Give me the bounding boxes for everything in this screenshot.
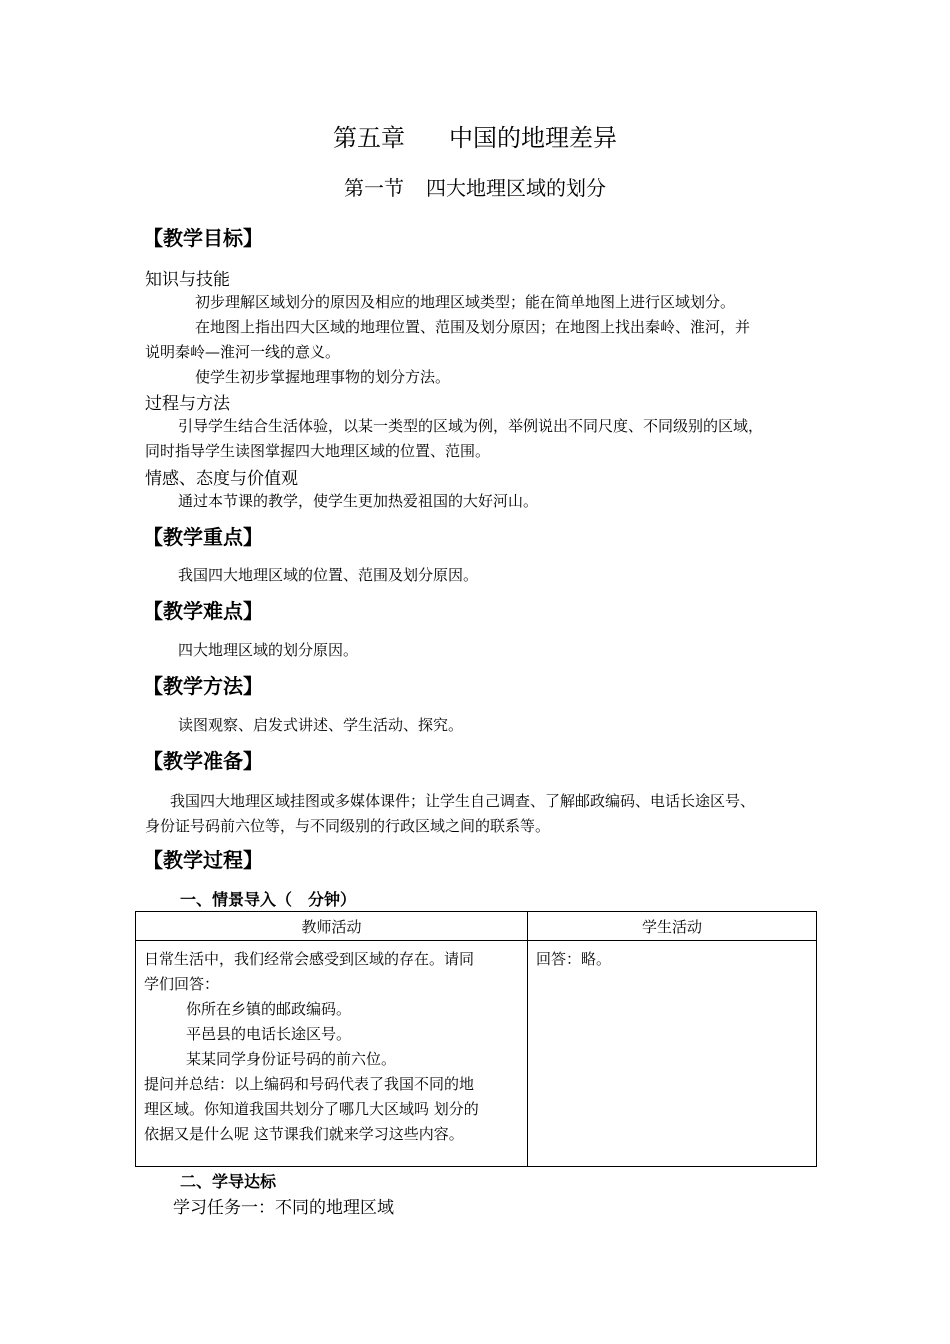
- student-column-header: 学生活动: [528, 912, 817, 941]
- process-line-1b: 同时指导学生读图掌握四大地理区域的位置、范围。: [145, 442, 491, 460]
- table-row: [136, 941, 817, 1167]
- table-header-row: [136, 912, 817, 941]
- student-activity-text: 回答：略。: [536, 950, 612, 968]
- section-title: [0, 172, 950, 201]
- process-line-1a: 引导学生结合生活体验，以某一类型的区域为例，举例说出不同尺度、不同级别的区域，: [178, 417, 764, 435]
- knowledge-line-2b: 说明秦岭—淮河一线的意义。: [145, 343, 341, 361]
- teacher-line-3: 你所在乡镇的邮政编码。: [186, 1000, 352, 1018]
- chapter-name: 中国的地理差异: [449, 124, 617, 152]
- activity-table: [135, 911, 817, 1167]
- chapter-number: 第五章: [333, 124, 405, 152]
- difficulty-heading: 【教学难点】: [143, 599, 263, 623]
- prep-text-b: 身份证号码前六位等，与不同级别的行政区域之间的联系等。: [145, 817, 551, 835]
- knowledge-line-2a: 在地图上指出四大区域的地理位置、范围及划分原因；在地图上找出秦岭、淮河，并: [195, 318, 751, 336]
- knowledge-line-1: 初步理解区域划分的原因及相应的地理区域类型；能在简单地图上进行区域划分。: [195, 293, 736, 311]
- student-activity-cell: [528, 941, 817, 1167]
- step2-title: 二、学导达标: [180, 1172, 277, 1191]
- key-points-heading: 【教学重点】: [143, 525, 263, 549]
- step1-title: 一、情景导入（ 分钟）: [180, 890, 357, 909]
- process-heading: 【教学过程】: [143, 848, 263, 872]
- teacher-line-4: 平邑县的电话长途区号。: [186, 1025, 352, 1043]
- teacher-line-6: 提问并总结：以上编码和号码代表了我国不同的地: [144, 1075, 475, 1093]
- section-name: 四大地理区域的划分: [426, 176, 606, 200]
- teacher-line-1: 日常生活中，我们经常会感受到区域的存在。请同: [144, 950, 475, 968]
- emotion-line-1: 通过本节课的教学，使学生更加热爱祖国的大好河山。: [178, 492, 539, 510]
- goals-heading: 【教学目标】: [143, 226, 263, 250]
- teacher-line-5: 某某同学身份证号码的前六位。: [186, 1050, 397, 1068]
- knowledge-subtitle: 知识与技能: [145, 270, 230, 290]
- difficulty-text: 四大地理区域的划分原因。: [178, 641, 359, 659]
- teacher-line-8: 依据又是什么呢 这节课我们就来学习这些内容。: [144, 1125, 464, 1143]
- prep-text-a: 我国四大地理区域挂图或多媒体课件；让学生自己调查、了解邮政编码、电话长途区号、: [170, 792, 756, 810]
- teacher-line-7: 理区域。你知道我国共划分了哪几大区域吗 划分的: [144, 1100, 479, 1118]
- task1-title: 学习任务一：不同的地理区域: [173, 1198, 394, 1218]
- prep-heading: 【教学准备】: [143, 749, 263, 773]
- knowledge-line-3: 使学生初步掌握地理事物的划分方法。: [195, 368, 451, 386]
- chapter-title: [0, 118, 950, 153]
- teacher-column-header: 教师活动: [136, 912, 528, 941]
- method-text: 读图观察、启发式讲述、学生活动、探究。: [178, 716, 464, 734]
- method-heading: 【教学方法】: [143, 674, 263, 698]
- section-number: 第一节: [344, 176, 404, 200]
- emotion-subtitle: 情感、态度与价值观: [145, 469, 298, 489]
- key-points-text: 我国四大地理区域的位置、范围及划分原因。: [178, 566, 479, 584]
- teacher-activity-cell: [136, 941, 528, 1167]
- teacher-line-2: 学们回答：: [144, 975, 220, 993]
- process-subtitle: 过程与方法: [145, 394, 230, 414]
